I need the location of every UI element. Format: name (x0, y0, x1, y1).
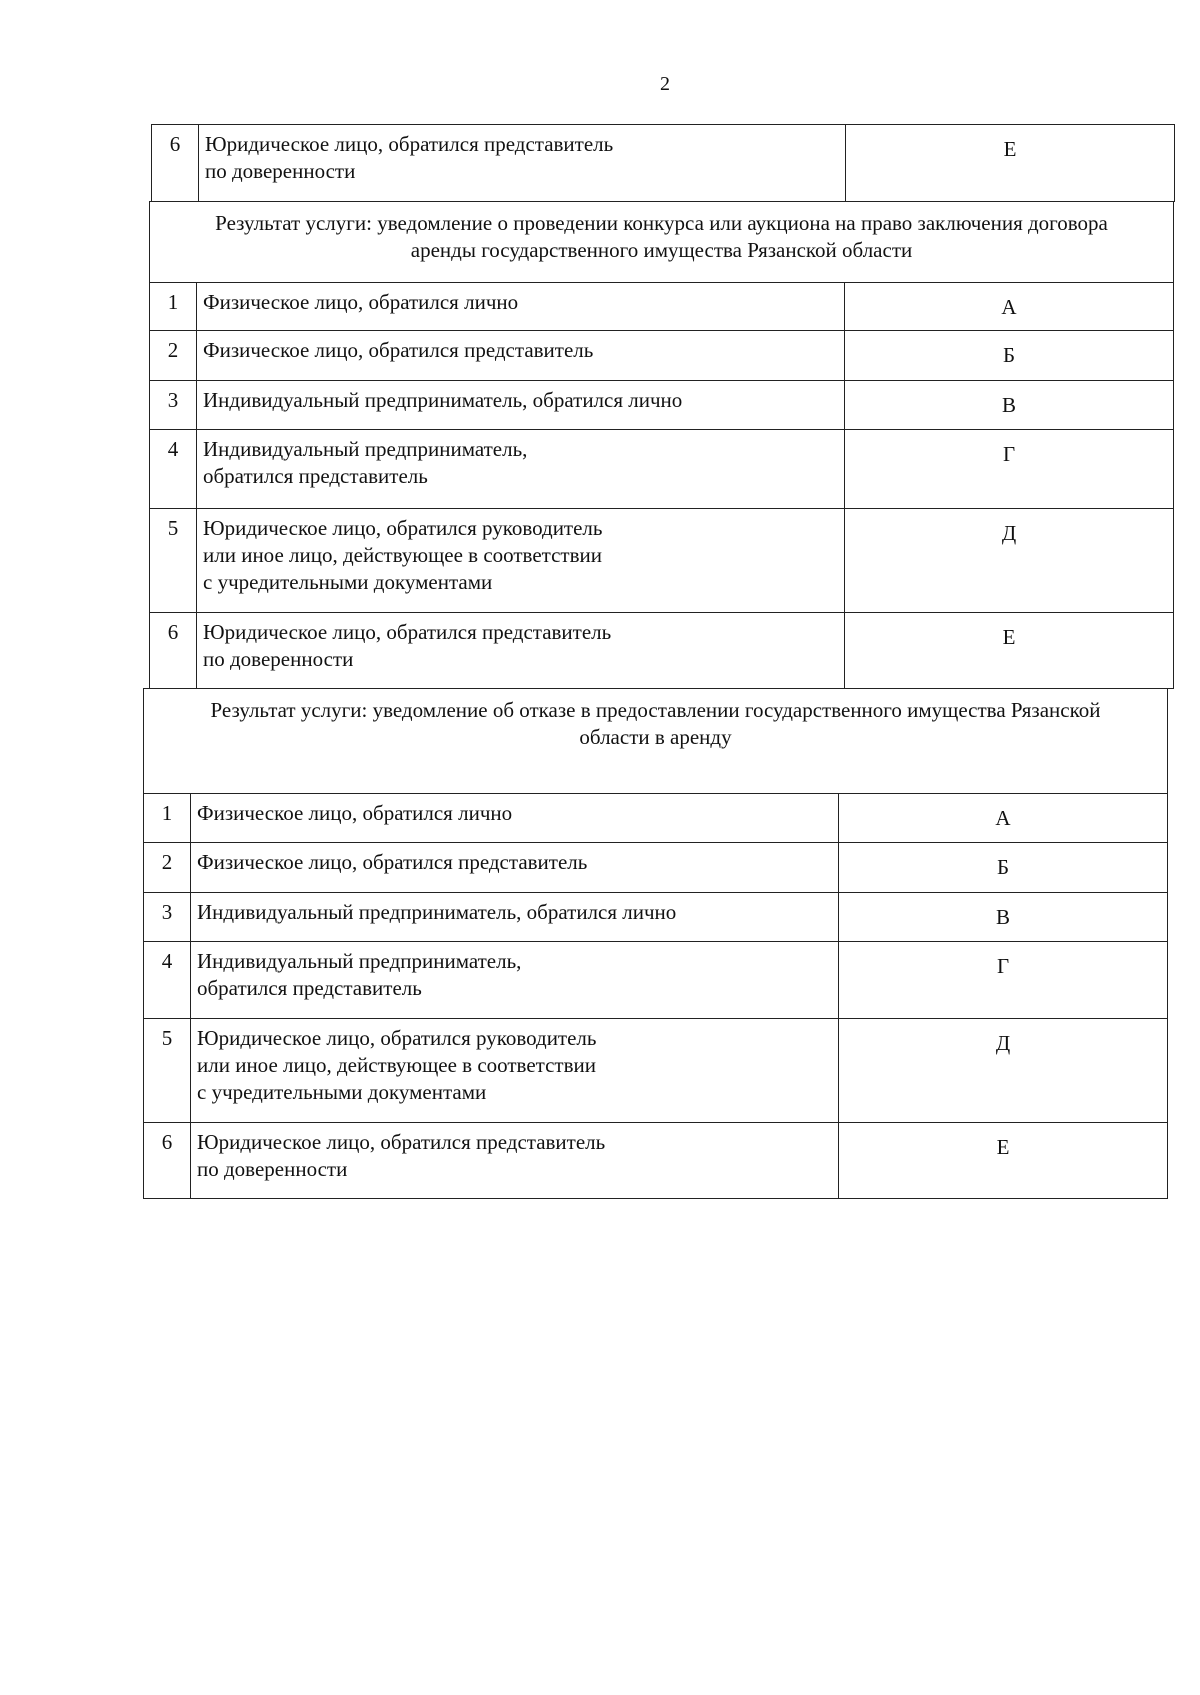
service-table-refusal-notice (143, 688, 1168, 1199)
applicant-description: Физическое лицо, обратился лично (197, 283, 845, 331)
applicant-description: Индивидуальный предприниматель, обратился лично (191, 893, 839, 942)
applicant-description: Физическое лицо, обратился представитель (191, 843, 839, 893)
row-number: 1 (144, 794, 191, 843)
result-row (150, 202, 1174, 283)
table-row (150, 509, 1174, 613)
option-code: Е (845, 613, 1174, 689)
service-table-continuation (151, 124, 1175, 202)
row-number: 6 (152, 125, 199, 202)
row-number: 5 (150, 509, 197, 613)
applicant-description: Юридическое лицо, обратился руководитель или иное лицо, действующее в соответствии с учредительными документами (197, 509, 845, 613)
table-row (144, 843, 1168, 893)
option-code: Б (845, 331, 1174, 381)
option-code: Г (845, 430, 1174, 509)
option-code: Д (845, 509, 1174, 613)
service-table-competition-notice (149, 201, 1174, 689)
applicant-description: Физическое лицо, обратился представитель (197, 331, 845, 381)
applicant-description: Физическое лицо, обратился лично (191, 794, 839, 843)
table-row (144, 893, 1168, 942)
table-row (144, 1123, 1168, 1199)
option-code: В (845, 381, 1174, 430)
applicant-description: Индивидуальный предприниматель, обратился представитель (197, 430, 845, 509)
row-number: 3 (144, 893, 191, 942)
option-code: Б (839, 843, 1168, 893)
table-row (150, 613, 1174, 689)
table-row (150, 331, 1174, 381)
applicant-description: Индивидуальный предприниматель, обратился представитель (191, 942, 839, 1019)
row-number: 3 (150, 381, 197, 430)
option-code: Е (846, 125, 1175, 202)
option-code: А (845, 283, 1174, 331)
row-number: 2 (150, 331, 197, 381)
option-code: Е (839, 1123, 1168, 1199)
applicant-description: Юридическое лицо, обратился руководитель или иное лицо, действующее в соответствии с учредительными документами (191, 1019, 839, 1123)
option-code: В (839, 893, 1168, 942)
option-code: А (839, 794, 1168, 843)
row-number: 2 (144, 843, 191, 893)
table-row (144, 942, 1168, 1019)
row-number: 1 (150, 283, 197, 331)
applicant-description: Индивидуальный предприниматель, обратился лично (197, 381, 845, 430)
table-row (144, 1019, 1168, 1123)
table-row (150, 381, 1174, 430)
table-row (150, 283, 1174, 331)
table-row (144, 794, 1168, 843)
option-code: Г (839, 942, 1168, 1019)
table-row (150, 430, 1174, 509)
result-row (144, 689, 1168, 794)
row-number: 5 (144, 1019, 191, 1123)
row-number: 6 (144, 1123, 191, 1199)
service-result-heading: Результат услуги: уведомление об отказе в предоставлении государственного имущества Рязанской области в аренду (144, 689, 1168, 794)
row-number: 4 (150, 430, 197, 509)
applicant-description: Юридическое лицо, обратился представитель по доверенности (197, 613, 845, 689)
applicant-description: Юридическое лицо, обратился представитель по доверенности (191, 1123, 839, 1199)
row-number: 4 (144, 942, 191, 1019)
table-row (152, 125, 1175, 202)
option-code: Д (839, 1019, 1168, 1123)
service-result-heading: Результат услуги: уведомление о проведении конкурса или аукциона на право заключения договора аренды государственного имущества Рязанской области (150, 202, 1174, 283)
row-number: 6 (150, 613, 197, 689)
page-number: 2 (660, 73, 670, 95)
applicant-description: Юридическое лицо, обратился представитель по доверенности (199, 125, 846, 202)
